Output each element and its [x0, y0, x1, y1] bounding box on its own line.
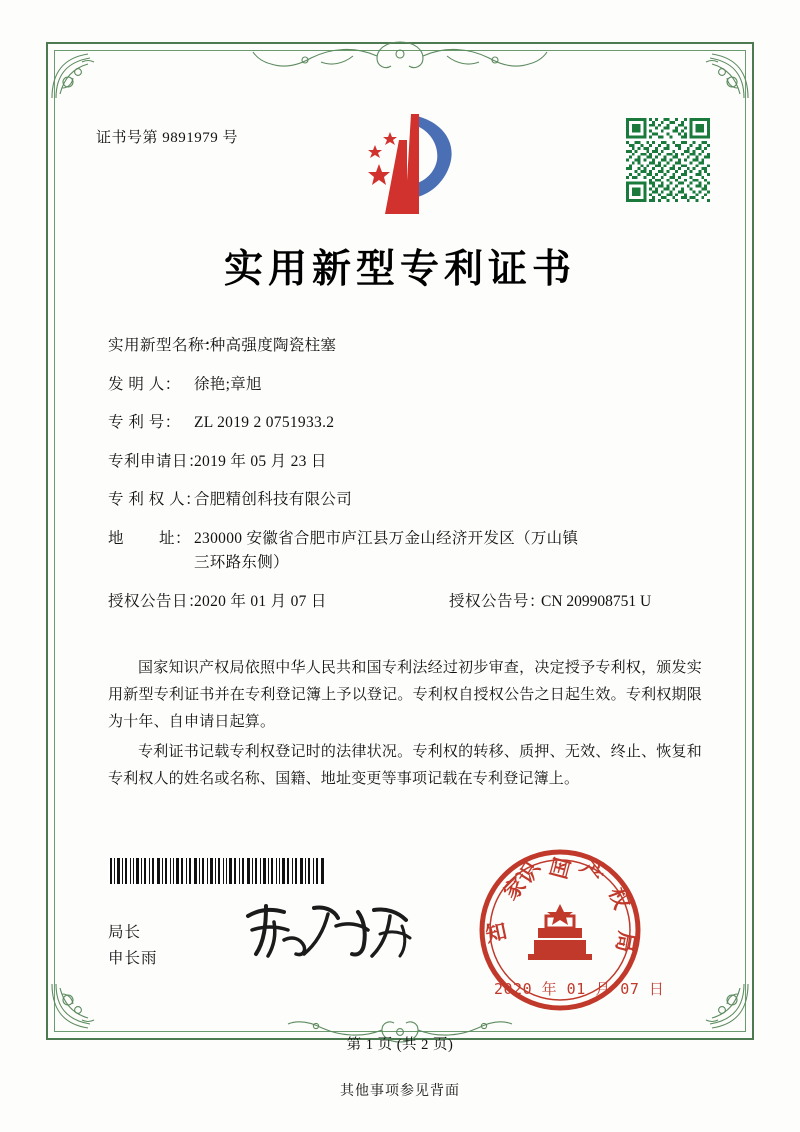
- svg-text:知: 知: [483, 918, 509, 947]
- field-row-patentee: [108, 492, 704, 508]
- barcode: [108, 858, 326, 884]
- field-value-address: [194, 531, 704, 571]
- corner-ornament-icon: [48, 44, 106, 102]
- field-value: 徐艳;章旭: [194, 375, 262, 393]
- corner-ornament-icon: [694, 44, 752, 102]
- field-label: 发 明 人：: [108, 375, 181, 393]
- corner-ornament-icon: [694, 980, 752, 1038]
- corner-ornament-icon: [48, 980, 106, 1038]
- field-list: [108, 338, 704, 632]
- cnipa-logo-icon: [355, 112, 463, 218]
- svg-text:权: 权: [604, 884, 635, 913]
- svg-text:家: 家: [498, 872, 531, 905]
- footnote: 其他事项参见背面: [340, 1084, 460, 1099]
- field-row-application-date: [108, 454, 704, 470]
- body-paragraphs: [108, 655, 702, 796]
- paragraph-2: 专利证书记载专利权登记时的法律状况。专利权的转移、质押、无效、终止、恢复和专利权人的姓名或名称、国籍、地址变更等事项记载在专利登记簿上。: [108, 744, 702, 787]
- field-row-address: [108, 531, 704, 571]
- address-line-2: 三环路东侧）: [194, 554, 289, 571]
- handwritten-signature-icon: [240, 896, 420, 968]
- director-role-label: 局长: [108, 924, 142, 941]
- grant-number-value: CN 209908751 U: [541, 592, 652, 610]
- field-label: 实用新型名称：: [108, 337, 221, 354]
- field-value: ZL 2019 2 0751933.2: [194, 414, 335, 431]
- svg-text:国: 国: [545, 854, 576, 882]
- svg-text:局: 局: [611, 929, 640, 955]
- svg-text:产: 产: [575, 856, 608, 889]
- signature-labels: [108, 920, 158, 972]
- address-line-1: 230000 安徽省合肥市庐江县万金山经济开发区（万山镇: [194, 529, 579, 547]
- grant-date-value: 2020 年 01 月 07 日: [194, 592, 327, 610]
- field-row-grant: [108, 594, 704, 610]
- director-name-label: 申长雨: [108, 950, 158, 967]
- page-number: 第 1 页 (共 2 页): [346, 1037, 454, 1053]
- seal-date: 2020 年 01 月 07 日: [494, 980, 665, 998]
- grant-number-label: 授权公告号：: [449, 592, 546, 610]
- grant-date-label: 授权公告日：: [108, 592, 205, 610]
- field-value: 2019 年 05 月 23 日: [194, 452, 327, 470]
- qr-code: [626, 118, 710, 202]
- field-row-inventor: [108, 377, 704, 393]
- field-value: 合肥精创科技有限公司: [194, 491, 353, 508]
- page-title: 实用新型专利证书: [223, 246, 576, 292]
- field-label: 专 利 号：: [108, 414, 181, 431]
- top-flourish-icon: [235, 36, 565, 78]
- field-row-patent-number: [108, 415, 704, 431]
- certificate-number: 证书号第 9891979 号: [96, 130, 239, 146]
- field-value: 一种高强度陶瓷柱塞: [194, 337, 337, 354]
- field-label: 地 址：: [108, 529, 192, 547]
- field-label: 专利申请日：: [108, 452, 205, 470]
- field-label: 专 利 权 人：: [108, 491, 202, 508]
- paragraph-1: 国家知识产权局依照中华人民共和国专利法经过初步审查，决定授予专利权，颁发实用新型专利证书并在专利登记簿上予以登记。专利权自授权公告之日起生效。专利权期限为十年、自申请日起算。: [108, 660, 702, 730]
- field-row-utility-model-name: [108, 338, 704, 354]
- svg-text:识: 识: [512, 856, 545, 888]
